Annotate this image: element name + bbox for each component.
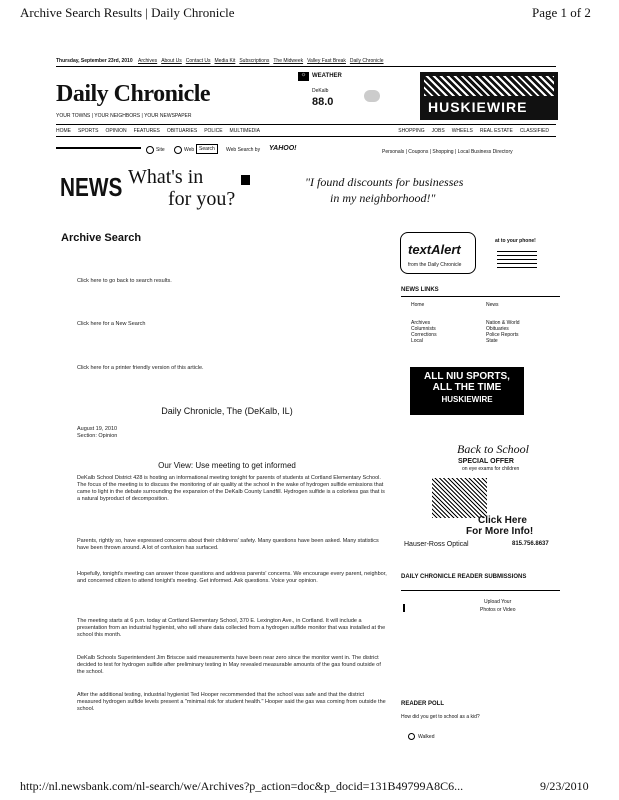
nav-item[interactable]: MULTIMEDIA [229,128,261,134]
print-header-page: Page 1 of 2 [532,5,591,20]
top-link[interactable]: Archives [138,58,158,64]
nav-item[interactable]: JOBS [431,128,445,134]
poll-option-label: Walked [418,734,435,740]
banner-whats-in: What's in [128,166,204,188]
school-ad-click1: Click Here [478,515,527,526]
nav-item[interactable]: SPORTS [78,128,99,134]
web-search-by: Web Search by [226,147,261,153]
web-radio[interactable] [174,146,182,154]
banner-news[interactable]: NEWS [60,172,123,202]
upload-line1[interactable]: Upload Your [484,599,512,605]
top-link[interactable]: The Midweek [273,58,304,64]
top-bar [56,58,556,64]
nav-item[interactable]: POLICE [204,128,223,134]
banner-for-you: for you? [168,188,236,210]
textalert-logo: textAlert [408,242,461,257]
search-button[interactable]: Search [196,144,218,154]
service-links[interactable]: Personals | Coupons | Shopping | Local Business Directory [382,149,513,155]
weather-label: WEATHER [312,73,342,79]
article-paragraph-5: DeKalb Schools Superintendent Jim Briscoe said measurements have been near zero since the monitor went in. The district decided to test for hydrogen sulfide after preliminary testing in May revealed measurable amounts of the gas found outside of the school. [77,655,381,675]
article-source: Daily Chronicle, The (DeKalb, IL) [161,406,293,416]
sports-ad[interactable] [410,367,524,415]
carrier-logos [497,248,537,268]
sports-ad-line3: HUSKIEWIRE [441,395,493,404]
school-ad-brand: Hauser-Ross Optical [404,541,469,548]
printer-friendly-link[interactable]: Click here for a printer friendly version of this article. [77,365,204,371]
top-divider [56,66,556,67]
nav-item[interactable]: CLASSIFIED [519,128,549,134]
site-tagline: YOUR TOWNS | YOUR NEIGHBORS | YOUR NEWSPAPER [56,113,192,119]
current-date: Thursday, September 23rd, 2010 [56,58,133,64]
article-date: August 19, 2010 [77,426,118,432]
top-link[interactable]: Contact Us [185,58,211,64]
school-ad-phone: 815.756.8637 [512,541,549,547]
news-link[interactable]: Columnists [411,326,436,332]
news-link[interactable]: Archives [411,320,431,326]
print-footer-date: 9/23/2010 [540,779,589,793]
poll-heading: READER POLL [401,701,445,707]
yahoo-logo: YAHOO! [269,145,297,152]
top-link[interactable]: Daily Chronicle [349,58,384,64]
nav-item[interactable]: WHEELS [451,128,473,134]
news-link[interactable]: Obituaries [486,326,509,332]
new-search-link[interactable]: Click here for a New Search [77,321,146,327]
textalert-ad[interactable] [400,232,560,274]
cloud-icon [364,90,380,102]
nav-item[interactable]: FEATURES [133,128,160,134]
article-paragraph-6: After the additional testing, industrial hygienist Ted Hooper recommended that the school was safe and that the district measured hydrogen sulfide levels present a "minimal risk for student health." Hooper said the gas was coming from outside the school. [77,692,386,712]
article-section: Section: Opinion [77,433,118,439]
top-link[interactable]: Media Kit [214,58,236,64]
search-input[interactable] [56,147,141,149]
weather-logo-icon: ☼ [298,72,309,81]
print-footer-url: http://nl.newsbank.com/nl-search/we/Archives?p_action=doc&p_docid=131B49799A8C6... [20,779,464,793]
article-paragraph-1: DeKalb School District 428 is hosting an informational meeting tonight for parents of students at Cortland Elementary School. The focus of the meeting is to discuss the monitoring of air quality at the school in the wake of hydrogen sulfide emissions that came to light in the debate surrounding the expansion of the DeKalb County Landfill. Hydrogen sulfide is a colorless gas that is a natural byproduct of decomposition. [77,475,385,502]
news-links-col2 [486,320,520,344]
alert-right-text: at to your phone! [495,238,536,244]
news-links-col2-head[interactable]: News [486,302,499,308]
camera-icon [403,604,405,612]
news-link[interactable]: Police Reports [486,332,519,338]
print-header-title: Archive Search Results | Daily Chronicle [20,5,235,20]
weather-temperature: 88.0 [312,96,334,108]
poll-question: How did you get to school as a kid? [401,714,480,720]
weather-widget[interactable] [298,72,408,122]
search-bar [146,146,316,156]
sports-ad-line1: ALL NIU SPORTS, [424,371,510,382]
news-link[interactable]: Corrections [411,332,437,338]
weather-place: DeKalb [312,88,329,94]
news-link[interactable]: Nation & World [486,320,520,326]
news-link[interactable]: State [486,338,498,344]
school-ad-special: SPECIAL OFFER [458,458,514,465]
article-paragraph-2: Parents, rightly so, have expressed concerns about their childrens' safety. Many questions have been asked. Many statistics have been thrown around. A lot of confusion has surfaced. [77,538,379,551]
nav-item[interactable]: OPINION [105,128,127,134]
news-links-heading: NEWS LINKS [401,287,439,293]
school-ad-title: Back to School [457,442,529,456]
banner-mark [241,175,250,185]
archive-heading: Archive Search [61,232,142,244]
article-paragraph-3: Hopefully, tonight's meeting can answer those questions and address parents' concerns. We encourage every parent, neighbor, and concerned citizen to attend tonight's meeting. Get informed. Ask questions. Voice your opinion. [77,571,387,584]
nav-item[interactable]: HOME [56,128,71,134]
school-ad-photo [432,478,487,518]
site-label: Site [156,147,165,153]
article-paragraph-4: The meeting starts at 6 p.m. today at Cortland Elementary School, 370 E. Lexington Ave., in Cortland. It will include a presentation from an industrial hygienist, who will share data collected from a hydrogen sulfide monitor that was installed at the school this month. [77,618,386,638]
web-label: Web [184,147,195,153]
textalert-sub: from the Daily Chronicle [408,262,462,268]
site-logo[interactable]: Daily Chronicle [56,81,211,107]
news-links-divider [401,296,560,297]
nav-item[interactable]: OBITUARIES [166,128,198,134]
top-link[interactable]: Subscriptions [239,58,270,64]
article-title: Our View: Use meeting to get informed [158,461,296,470]
submissions-heading: DAILY CHRONICLE READER SUBMISSIONS [401,574,527,580]
nav-item[interactable]: REAL ESTATE [479,128,513,134]
news-links-col1-head[interactable]: Home [411,302,425,308]
back-to-school-ad[interactable] [402,440,560,555]
banner-quote-line1: "I found discounts for businesses [305,175,464,189]
huskiewire-ad[interactable] [420,72,558,120]
school-ad-sub: on eye exams for children [462,466,520,472]
main-nav [56,124,556,137]
news-link[interactable]: Local [411,338,423,344]
nav-item[interactable]: SHOPPING [398,128,425,134]
submissions-divider [401,590,560,591]
ad-photo [424,76,554,96]
back-to-results-link[interactable]: Click here to go back to search results. [77,278,172,284]
banner-quote-line2: in my neighborhood!" [330,191,436,205]
upload-line2[interactable]: Photos or Video [480,607,516,613]
top-link[interactable]: About Us [161,58,182,64]
top-link[interactable]: Valley Fast Break [307,58,346,64]
sports-ad-line2: ALL THE TIME [432,382,502,393]
news-links-col1 [411,320,437,344]
site-radio[interactable] [146,146,154,154]
poll-option-radio[interactable] [408,733,415,740]
school-ad-click2: For More Info! [466,526,534,537]
ad-huskiewire-text: HUSKIEWIRE [428,99,528,115]
